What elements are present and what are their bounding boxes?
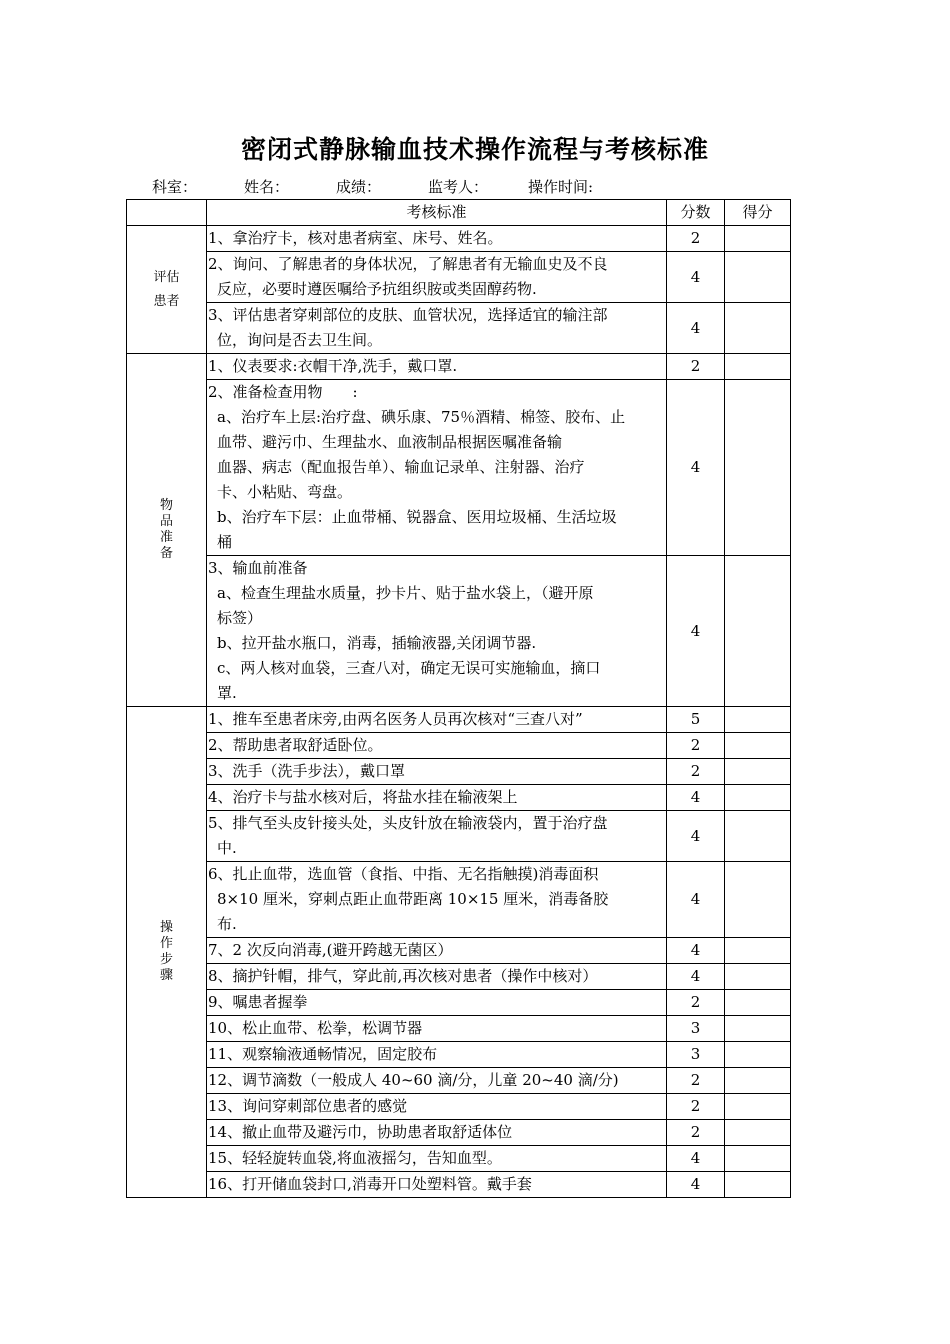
got-score-cell[interactable] [725,252,791,303]
table-row [127,759,791,785]
score-cell: 2 [667,354,725,380]
criteria-cell [207,811,667,862]
criteria-line: 13、询问穿刺部位患者的感觉 [208,1097,408,1115]
criteria-line: 4、治疗卡与盐水核对后，将盐水挂在输液架上 [208,788,518,806]
criteria-cell [207,303,667,354]
table-row [127,556,791,707]
score-cell: 4 [667,1146,725,1172]
criteria-line: 反应，必要时遵医嘱给予抗组织胺或类固醇药物. [217,280,537,298]
category-char: 患者 [153,293,180,309]
table-row [127,707,791,733]
criteria-cell [207,354,667,380]
score-cell: 2 [667,1120,725,1146]
got-score-cell[interactable] [725,226,791,252]
got-score-cell[interactable] [725,1172,791,1198]
criteria-line: 15、轻轻旋转血袋,将血液摇匀，告知血型。 [208,1149,502,1167]
table-row [127,303,791,354]
header-standard: 考核标准 [207,200,667,226]
criteria-cell [207,380,667,556]
score-cell: 4 [667,862,725,938]
criteria-line: 14、撤止血带及避污巾，协助患者取舒适体位 [208,1123,513,1141]
criteria-line: 8、摘护针帽，排气，穿此前,再次核对患者（操作中核对） [208,967,598,985]
criteria-line: 3、输血前准备 [208,559,308,577]
got-score-cell[interactable] [725,990,791,1016]
criteria-line: 卡、小粘贴、弯盘。 [217,483,353,501]
criteria-cell [207,1120,667,1146]
table-row [127,785,791,811]
got-score-cell[interactable] [725,759,791,785]
criteria-line: b、拉开盐水瓶口，消毒，插输液器,关闭调节器. [217,634,537,652]
criteria-cell [207,1172,667,1198]
table-row [127,964,791,990]
table-row [127,1120,791,1146]
score-cell: 2 [667,226,725,252]
criteria-cell [207,759,667,785]
criteria-line: 2、准备检查用物 : [208,383,358,401]
got-score-cell[interactable] [725,354,791,380]
header-row [127,200,791,226]
table-row [127,938,791,964]
table-row [127,1068,791,1094]
criteria-line: a、检查生理盐水质量，抄卡片、贴于盐水袋上，（避开原 [217,584,594,602]
criteria-cell [207,990,667,1016]
criteria-cell [207,226,667,252]
table-row [127,1094,791,1120]
meta-department-label: 科室： [152,178,198,196]
criteria-cell [207,1146,667,1172]
table-row [127,252,791,303]
got-score-cell[interactable] [725,1042,791,1068]
criteria-cell [207,733,667,759]
form-meta-line [152,176,593,197]
criteria-line: 16、打开储血袋封口,消毒开口处塑料管。戴手套 [208,1175,532,1193]
score-cell: 4 [667,964,725,990]
category-char: 步 [159,952,173,967]
table-row [127,1042,791,1068]
category-char: 备 [159,546,173,561]
criteria-cell [207,556,667,707]
criteria-line: 6、扎止血带，选血管（食指、中指、无名指触摸)消毒面积 [208,865,599,883]
score-cell: 4 [667,556,725,707]
table-row [127,862,791,938]
criteria-line: 桶 [217,533,233,551]
meta-name-label: 姓名： [244,178,290,196]
got-score-cell[interactable] [725,785,791,811]
table-row [127,990,791,1016]
header-got: 得分 [725,200,791,226]
criteria-line: 7、2 次反向消毒,(避开跨越无菌区） [208,941,453,959]
header-category-cell [127,200,207,226]
criteria-line: 2、帮助患者取舒适卧位。 [208,736,383,754]
criteria-cell [207,707,667,733]
got-score-cell[interactable] [725,1120,791,1146]
criteria-cell [207,785,667,811]
got-score-cell[interactable] [725,707,791,733]
category-cell-steps [127,707,207,1198]
table-row [127,354,791,380]
criteria-line: 1、拿治疗卡，核对患者病室、床号、姓名。 [208,229,503,247]
table-row [127,1016,791,1042]
criteria-line: 5、排气至头皮针接头处，头皮针放在输液袋内，置于治疗盘 [208,814,608,832]
criteria-cell [207,1042,667,1068]
criteria-line: 12、调节滴数（一般成人 40~60 滴/分，儿童 20~40 滴/分) [208,1071,619,1089]
criteria-line: 血带、避污巾、生理盐水、血液制品根据医嘱准备输 [217,433,563,451]
got-score-cell[interactable] [725,862,791,938]
table-row [127,226,791,252]
got-score-cell[interactable] [725,1068,791,1094]
criteria-line: 3、评估患者穿刺部位的皮肤、血管状况，选择适宜的输注部 [208,306,608,324]
got-score-cell[interactable] [725,1094,791,1120]
criteria-line: 11、观察输液通畅情况，固定胶布 [208,1045,438,1063]
score-cell: 3 [667,1042,725,1068]
score-cell: 5 [667,707,725,733]
category-char: 品 [159,514,173,529]
criteria-line: 3、洗手（洗手步法），戴口罩 [208,762,406,780]
criteria-line: 中. [217,839,237,857]
assessment-table [126,199,791,1198]
criteria-cell [207,1094,667,1120]
criteria-line: 1、推车至患者床旁,由两名医务人员再次核对“三查八对” [208,710,583,728]
score-cell: 2 [667,990,725,1016]
category-char: 骤 [159,968,173,983]
got-score-cell[interactable] [725,938,791,964]
score-cell: 4 [667,785,725,811]
criteria-line: b、治疗车下层：止血带桶、锐器盒、医用垃圾桶、生活垃圾 [217,508,617,526]
score-cell: 4 [667,1172,725,1198]
score-cell: 4 [667,380,725,556]
got-score-cell[interactable] [725,556,791,707]
criteria-line: 罩. [217,684,237,702]
meta-score-label: 成绩： [336,178,382,196]
criteria-cell [207,938,667,964]
score-cell: 2 [667,1068,725,1094]
meta-time-label: 操作时间: [528,178,594,196]
category-char: 作 [159,936,173,951]
table-row [127,1172,791,1198]
got-score-cell[interactable] [725,811,791,862]
got-score-cell[interactable] [725,380,791,556]
header-score: 分数 [667,200,725,226]
table-row [127,733,791,759]
category-char: 准 [159,530,173,545]
criteria-line: 位，询问是否去卫生间。 [217,331,383,349]
category-char: 操 [159,920,173,935]
criteria-line: 8×10 厘米，穿刺点距止血带距离 10×15 厘米，消毒备胶 [217,890,609,908]
score-cell: 4 [667,252,725,303]
meta-examiner-label: 监考人： [428,178,489,196]
criteria-cell [207,964,667,990]
got-score-cell[interactable] [725,1016,791,1042]
criteria-line: 1、仪表要求:衣帽干净,洗手，戴口罩. [208,357,458,375]
got-score-cell[interactable] [725,733,791,759]
criteria-line: 9、嘱患者握拳 [208,993,308,1011]
got-score-cell[interactable] [725,303,791,354]
score-cell: 4 [667,938,725,964]
score-cell: 3 [667,1016,725,1042]
criteria-line: 2、询问、了解患者的身体状况，了解患者有无输血史及不良 [208,255,608,273]
criteria-line: 血器、病志（配血报告单）、输血记录单、注射器、治疗 [217,458,585,476]
score-cell: 4 [667,811,725,862]
criteria-line: 标签） [217,609,263,627]
criteria-cell [207,862,667,938]
score-cell: 4 [667,303,725,354]
table-row [127,380,791,556]
category-char: 物 [159,498,173,513]
criteria-cell [207,1016,667,1042]
category-cell-prep [127,354,207,707]
got-score-cell[interactable] [725,964,791,990]
table-row [127,811,791,862]
score-cell: 2 [667,759,725,785]
criteria-cell [207,252,667,303]
criteria-line: 10、松止血带、松拳，松调节器 [208,1019,423,1037]
table-row [127,1146,791,1172]
criteria-cell [207,1068,667,1094]
category-cell-assess [127,226,207,354]
score-cell: 2 [667,1094,725,1120]
criteria-line: a、治疗车上层:治疗盘、碘乐康、75％酒精、棉签、胶布、止 [217,408,626,426]
criteria-line: c、两人核对血袋，三查八对，确定无误可实施输血，摘口 [217,659,601,677]
criteria-line: 布. [217,915,237,933]
page-title: 密闭式静脉输血技术操作流程与考核标准 [240,135,709,164]
score-cell: 2 [667,733,725,759]
got-score-cell[interactable] [725,1146,791,1172]
category-char: 评估 [153,269,180,285]
